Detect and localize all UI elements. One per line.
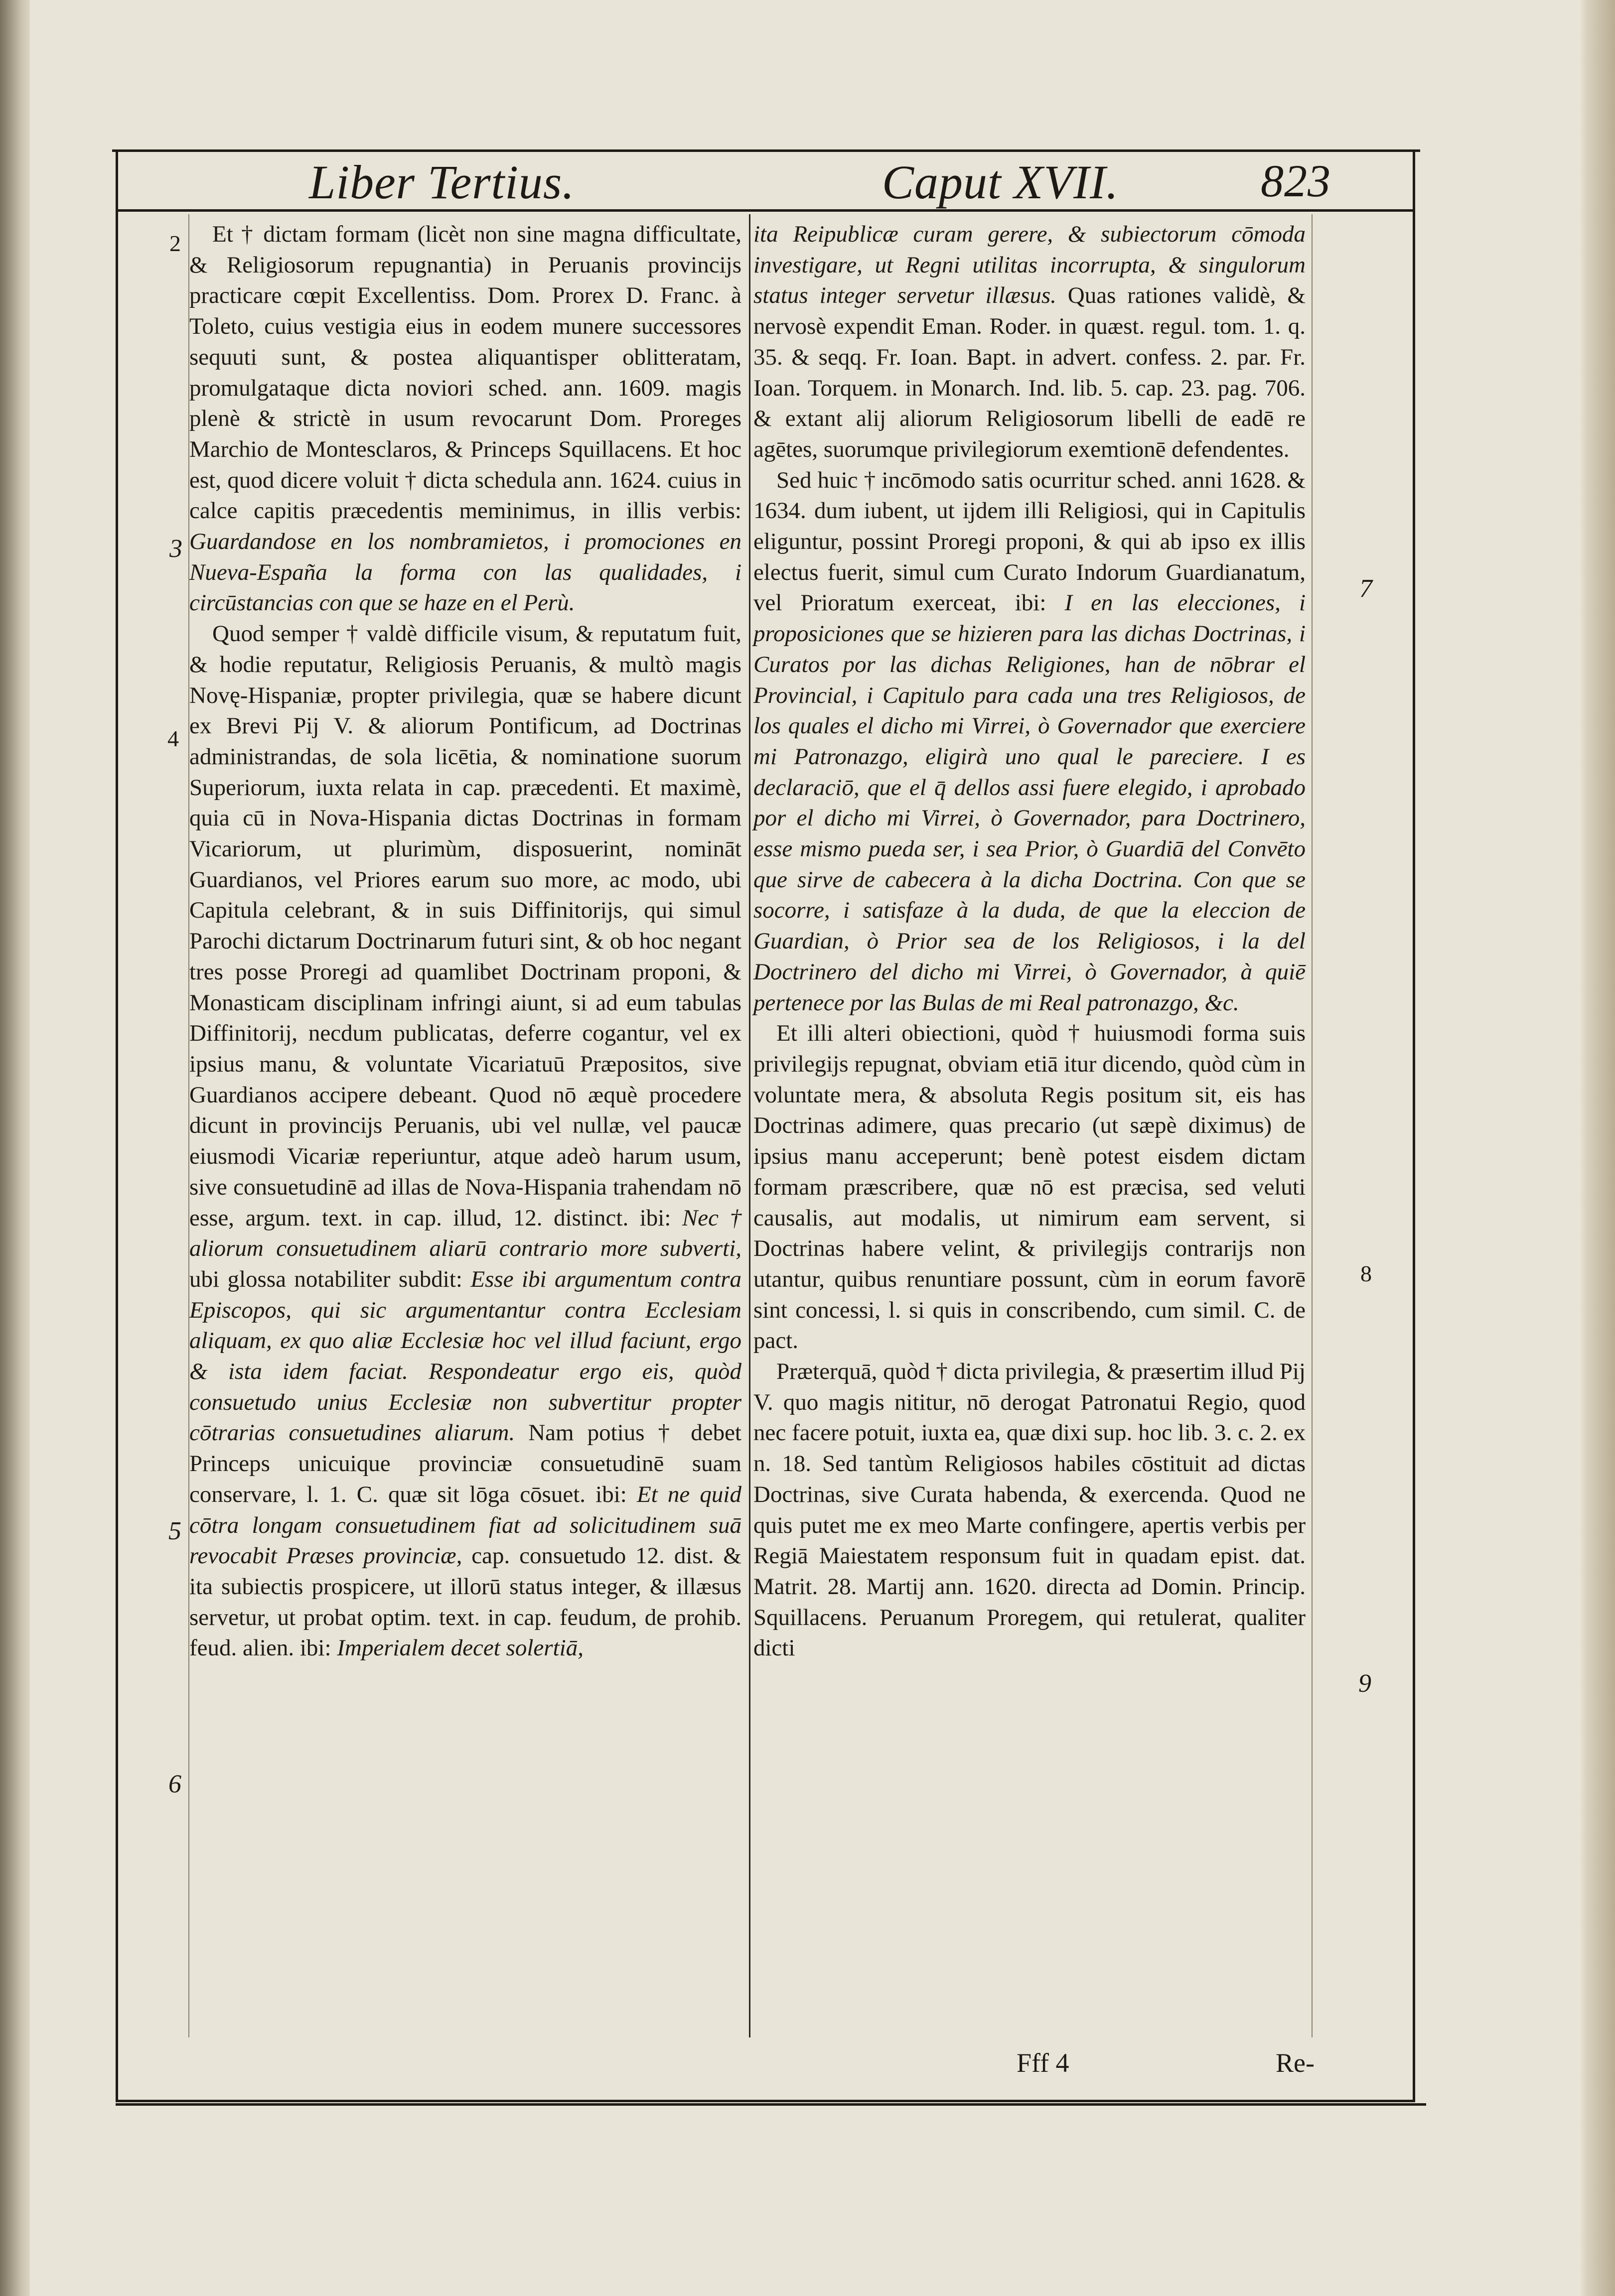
page-edge	[1580, 0, 1615, 2296]
margin-number: 7	[1359, 574, 1372, 603]
column-divider	[749, 214, 750, 2037]
paragraph: Præterquā, quòd † dicta privilegia, & præsertim illud Pij V. quo magis nititur, nō derogat Patronatui Regio, quod nec facere potuit, iuxta ea, quæ dixi sup. hoc lib. 3. c. 2. ex n. 18. Sed tantùm Religiosos habiles cōstituit ad dictas Doctrinas, sive Curata habenda, & exercenda. Quod ne quis putet me ex meo Marte confingere, apertis verbis per Regiā Maiestatem responsum fuit in quadam epist. dat. Matrit. 28. Martij ann. 1620. directa ad Domin. Princip. Squillacens. Peruanum Proregem, qui retulerat, qualiter dicti	[753, 1358, 1306, 1661]
right-column-rule	[1312, 214, 1313, 2037]
margin-number: 3	[169, 535, 182, 563]
text-column-right	[753, 219, 1306, 2032]
paragraph: Quod semper † valdè difficile visum, & reputatum fuit, & hodie reputatur, Religiosis Peruanis, & multò magis Novę-Hispaniæ, propter privilegia, quæ se habere dicunt ex Brevi Pij V. & aliorum Pontificum, ad Doctrinas administrandas, de sola licētia, & nominatione suorum Superiorum, iuxta relata in cap. præcedenti. Et maximè, quia cū in Nova-Hispania dictas Doctrinas in formam Vicariorum, ut plurimùm, disposuerint, nomināt Guardianos, vel Priores earum suo more, ac modo, ubi Capitula celebrant, & in suis Diffinitorijs, qui simul Parochi dictarum Doctrinarum futuri sint, & ob hoc negant tres posse Proregi ad quamlibet Doctrinam proponi, & Monasticam disciplinam infringi aiunt, si ad eum tabulas Diffinitorij, necdum publicatas, deferre cogantur, vel ex ipsius manu, & voluntate Vicariatuū Præpositos, sive Guardianos accipere debeant. Quod nō æquè procedere dicunt in provincijs Peruanis, ubi vel nullæ, vel paucæ eiusmodi Vicariæ reperiuntur, atque adeò harum usum, sive consuetudinē ad illas de Nova-Hispania trahendam nō esse, argum. text. in cap. illud, 12. distinct. ibi: Nec † aliorum consuetudinem aliarū contrario more subverti, ubi glossa notabiliter subdit: Esse ibi argumentum contra Episcopos, qui sic argumentantur contra Ecclesiam aliquam, ex quo aliæ Ecclesiæ hoc vel illud faciunt, ergo & ista idem faciat. Respondeatur ergo eis, quòd consuetudo unius Ecclesiæ non subvertitur propter cōtrarias consuetudines aliarum. Nam potius † debet Princeps unicuique provinciæ consuetudinē suam conservare, l. 1. C. quæ sit lōga cōsuet. ibi: Et ne quid cōtra longam consuetudinem fiat ad solicitudinem suā revocabit Præses provinciæ, cap. consuetudo 12. dist. & ita subiectis prospicere, ut illorū status integer, & illæsus servetur, ut probat optim. text. in cap. feudum, de prohib. feud. alien. ibi: Imperialem decet solertiā,	[189, 621, 742, 1661]
paragraph: ita Reipublicæ curam gerere, & subiectorum cōmoda investigare, ut Regni utilitas incorrupta, & singulorum status integer servetur illæsus. Quas rationes validè, & nervosè expendit Eman. Roder. in quæst. regul. tom. 1. q. 35. & seqq. Fr. Ioan. Bapt. in advert. confess. 2. par. Fr. Ioan. Torquem. in Monarch. Ind. lib. 5. cap. 23. pag. 706. & extant alij aliorum Religiosorum libelli de eadē re agētes, suorumque privilegiorum exemtionē defendentes.	[753, 221, 1306, 462]
running-title-left: Liber Tertius.	[309, 155, 575, 209]
margin-number: 4	[167, 726, 179, 751]
margin-number: 9	[1358, 1669, 1371, 1698]
book-spine	[0, 0, 30, 2296]
paragraph: Et † dictam formam (licèt non sine magna difficultate, & Religiosorum repugnantia) in Peruanis provincijs practicare cœpit Excellentiss. Dom. Prorex D. Franc. à Toleto, cuius vestigia eius in eodem munere successores sequuti sunt, & postea aliquantisper oblitteratam, promulgataque dicta noviori sched. ann. 1609. magis plenè & strictè in usum revocarunt Dom. Proreges Marchio de Montesclaros, & Princeps Squillacens. Et hoc est, quod dicere voluit † dicta schedula ann. 1624. cuius in calce capitis præcedentis meminimus, in illis verbis: Guardandose en los nombramietos, i promociones en Nueva-España la forma con las qualidades, i circūstancias con que se haze en el Perù.	[189, 221, 741, 616]
margin-number: 2	[169, 231, 181, 256]
page-number: 823	[1261, 155, 1331, 206]
margin-number: 6	[168, 1770, 181, 1798]
catchword: Re-	[1276, 2048, 1315, 2078]
bottom-rule	[116, 2103, 1426, 2106]
paragraph: Et illi alteri obiectioni, quòd † huiusmodi forma suis privilegijs repugnat, obviam etiā itur dicendo, quòd cùm in voluntate mera, & absoluta Regis positum sit, eis has Doctrinas adimere, quas precario (ut sæpè diximus) de ipsius manu acceperunt; benè potest eisdem dictam formam præscribere, quæ nō est præcisa, sed veluti causalis, aut modalis, ut nimirum eam servent, si Doctrinas habere velint, & privilegijs contrarijs non utantur, quibus renuntiare possunt, cùm in eorum favorē sint concessi, l. si quis in conscribendo, cum simil. C. de pact.	[753, 1020, 1306, 1354]
signature-mark: Fff 4	[1017, 2048, 1069, 2078]
text-column-left	[189, 219, 741, 2032]
margin-number: 5	[168, 1517, 181, 1545]
paragraph: Sed huic † incōmodo satis ocurritur sched. anni 1628. & 1634. dum iubent, ut ijdem illi Religiosi, qui in Capitulis eliguntur, possint Proregi proponi, & qui ab ipso ex illis electus fuerit, simul cum Curato Indorum Guardianatum, vel Prioratum exerceat, ibi: I en las elecciones, i proposiciones que se hizieren para las dichas Doctrinas, i Curatos por las dichas Religiones, han de nōbrar el Provincial, i Capitulo para cada una tres Religiosos, de los quales el dicho mi Virrei, ò Governador que exerciere mi Patronazgo, eligirà uno qual le pareciere. I es declaraciō, que el q̄ dellos assi fuere elegido, i aprobado por el dicho mi Virrei, ò Governador, para Doctrinero, esse mismo pueda ser, i sea Prior, ò Guardiā del Convēto que sirve de cabecera à la dicha Doctrina. Con que se socorre, i satisfaze à la duda, de que la eleccion de Guardian, ò Prior sea de los Religiosos, i la del Doctrinero del dicho mi Virrei, ò Governador, à quiē pertenece por las Bulas de mi Real patronazgo, &c.	[753, 467, 1306, 1016]
running-title-center: Caput XVII.	[882, 155, 1119, 209]
margin-number: 8	[1360, 1261, 1372, 1286]
